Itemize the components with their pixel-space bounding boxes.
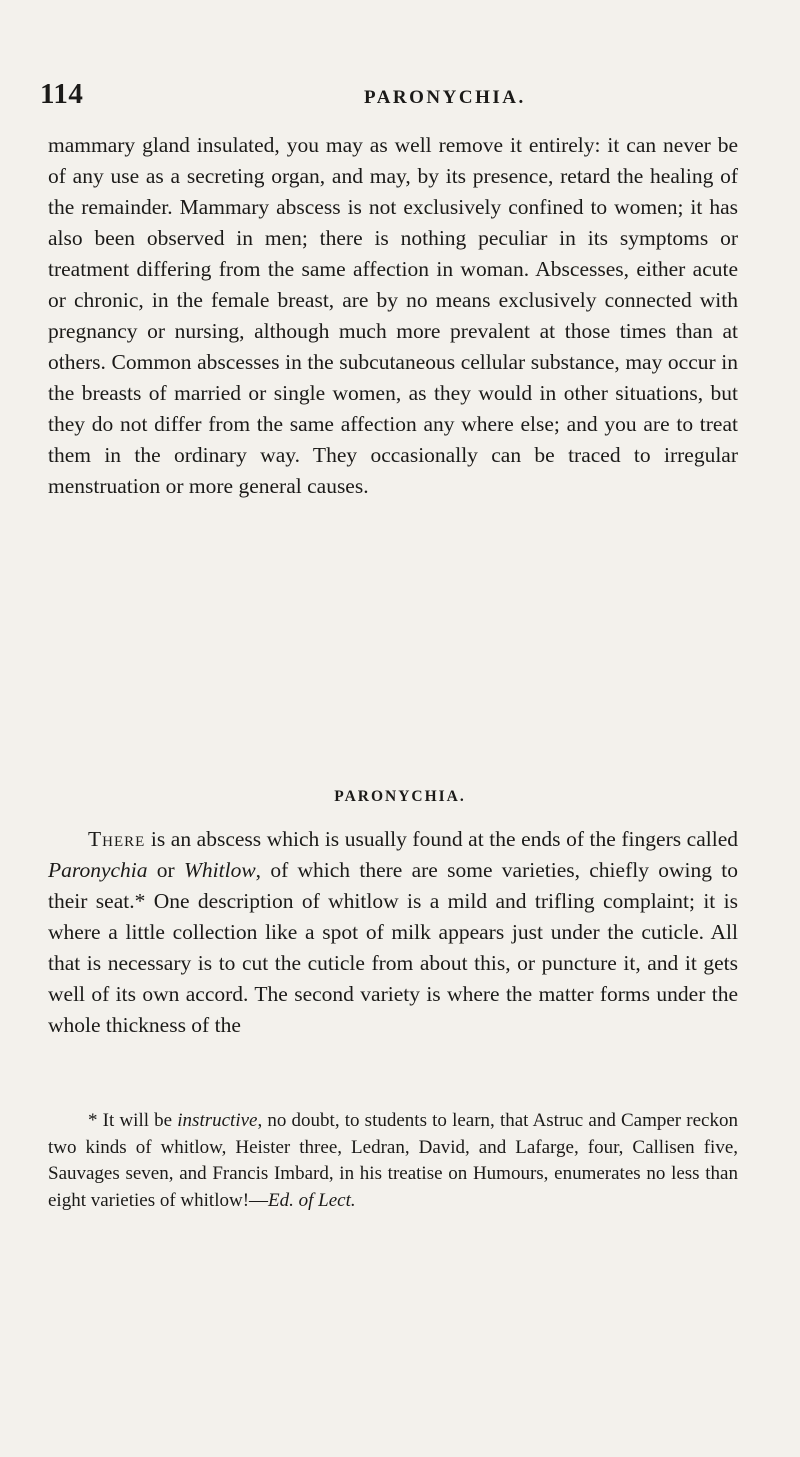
term-paronychia: Paronychia (48, 858, 148, 882)
footnote-text: It will be (102, 1110, 178, 1131)
term-whitlow: Whitlow (184, 858, 256, 882)
paragraph-text: , of which there are some varieties, chiefly owing to their seat.* One description of whitlow is a mild and trifling complaint; it is where a little collection like a spot of milk appears just under the cuticle. All that is necessary is to cut the cuticle from about this, or puncture it, and it gets well of its own accord. The second variety is where the matter forms under the whole thickness of the (48, 858, 738, 1037)
lead-word: There (88, 827, 146, 851)
footnote-attribution: Ed. of Lect. (268, 1189, 356, 1211)
footnote-text: , no doubt, to students to learn, that Astruc and Camper reckon two kinds of whitlow, Heister three, Ledran, David, and Lafarge, four, Callisen five, Sauvages seven, and Francis Imbard, in his treatise on Humours, enumerates no less than eight varieties of whitlow!— (48, 1110, 738, 1211)
section-heading: PARONYCHIA. (334, 788, 466, 805)
footnote-emphasis: instructive (177, 1110, 258, 1131)
running-head: PARONYCHIA. (364, 87, 526, 108)
page-number: 114 (40, 78, 84, 110)
footnote-marker: * (88, 1110, 103, 1131)
paragraph-text: is an abscess which is usually found at the ends of the fingers called (145, 827, 738, 851)
footnote (48, 1108, 738, 1214)
page-header (40, 78, 760, 114)
paragraph-text: or (147, 858, 184, 882)
paragraph-paronychia (48, 824, 738, 1041)
paragraph-mammary-abscess: mammary gland insulated, you may as well remove it entirely: it can never be of any use as a secreting organ, and may, by its presence, retard the healing of the remainder. Mammary abscess is not exclusively confined to women; it has also been observed in men; there is nothing peculiar in its symptoms or treatment differing from the same affection in woman. Abscesses, either acute or chronic, in the female breast, are by no means exclusively connected with pregnancy or nursing, although much more prevalent at those times than at others. Common abscesses in the subcutaneous cellular substance, may occur in the breasts of married or single women, as they would in other situations, but they do not differ from the same affection any where else; and you are to treat them in the ordinary way. They occasionally can be traced to irregular menstruation or more general causes. (48, 133, 738, 498)
